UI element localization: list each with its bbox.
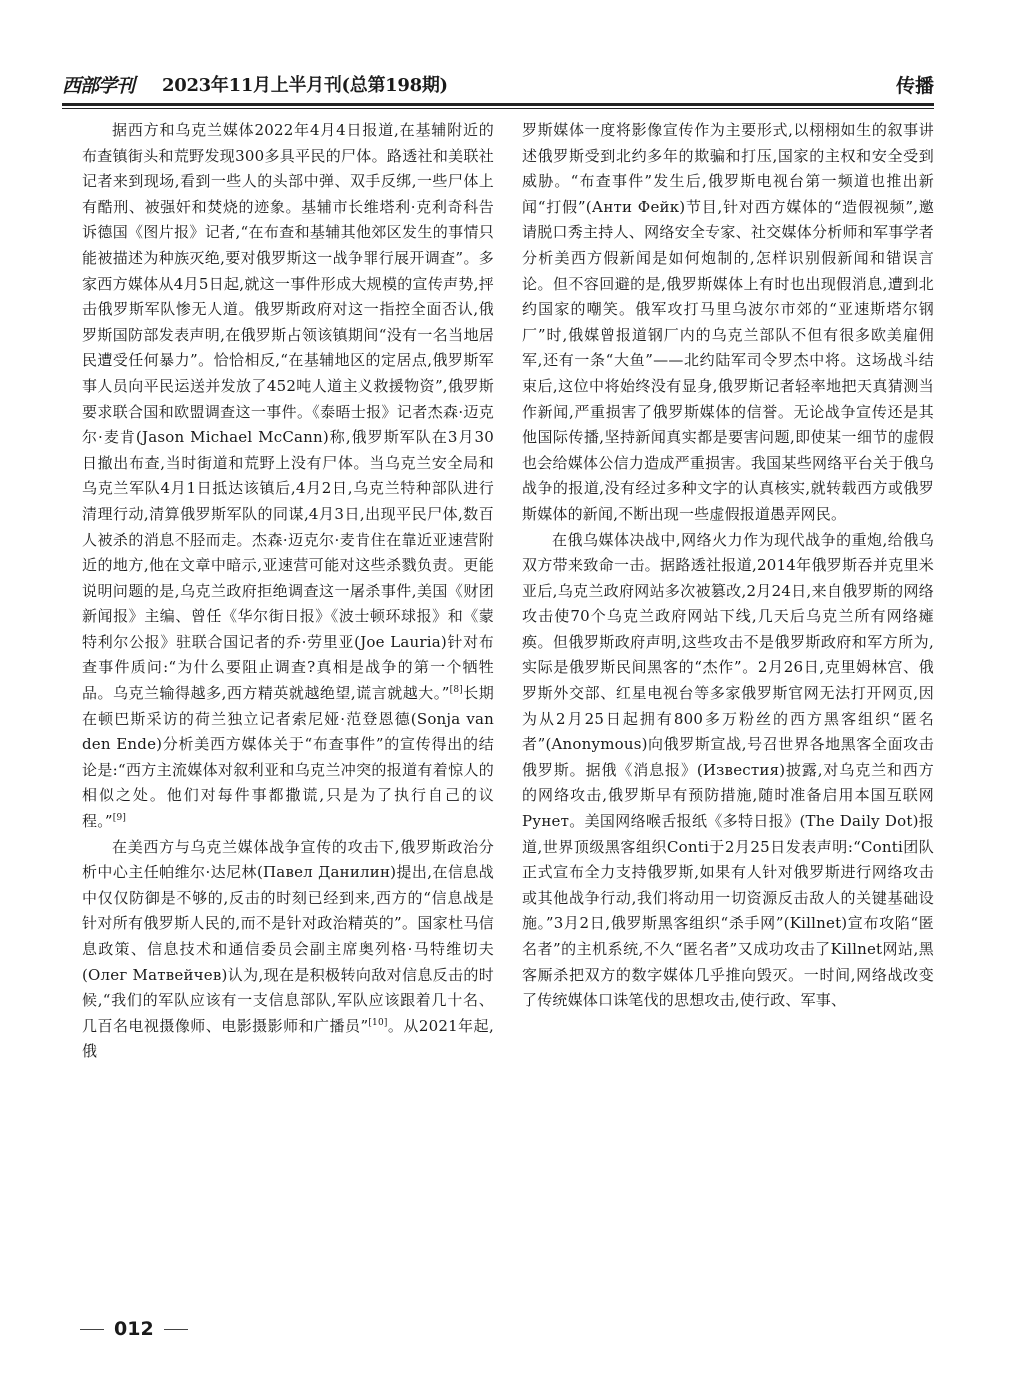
citation: [10] <box>368 1017 388 1028</box>
header-rule-thin <box>62 108 934 109</box>
left-column <box>82 118 494 1328</box>
page-footer <box>80 1316 188 1342</box>
citation: [8] <box>449 685 463 696</box>
citation: [9] <box>112 813 127 824</box>
page-number: 012 <box>114 1318 154 1340</box>
paragraph: 在美西方与乌克兰媒体战争宣传的攻击下,俄罗斯政治分析中心主任帕维尔·达尼林(Павел Данилин)提出,在信息战中仅仅防御是不够的,反击的时刻已经到来,西方的“信息战是针对所有俄罗斯人民的,而不是针对政治精英的”。国家杜马信息政策、信息技术和通信委员会副主席奥列格·马特维切夫(Олег Матвейчев)认为,现在是积极转向敌对信息反击的时候,“我们的军队应该有一支信息部队,军队应该跟着几十名、几百名电视摄像师、电影摄影师和广播员”[10]。从2021年起,俄 <box>82 837 494 1061</box>
header-rule-thick <box>62 103 934 106</box>
issue-info: 2023年11月上半月刊(总第198期) <box>162 75 448 96</box>
footer-dash <box>80 1329 104 1330</box>
right-column <box>522 118 934 1328</box>
journal-logo: 西部学刊 <box>62 75 135 97</box>
paragraph: 据西方和乌克兰媒体2022年4月4日报道,在基辅附近的布查镇街头和荒野发现300多具平民的尸体。路透社和美联社记者来到现场,看到一些人的头部中弹、双手反绑,一些尸体上有酷刑、被强奸和焚烧的迹象。基辅市长维塔利·克利奇科告诉德国《图片报》记者,“在布查和基辅其他郊区发生的事情只能被描述为种族灭绝,要对俄罗斯这一战争罪行展开调查”。多家西方媒体从4月5日起,就这一事件形成大规模的宣传声势,抨击俄罗斯军队惨无人道。俄罗斯政府对这一指控全面否认,俄罗斯国防部发表声明,在俄罗斯占领该镇期间“没有一名当地居民遭受任何暴力”。恰恰相反,“在基辅地区的定居点,俄罗斯军事人员向平民运送并发放了452吨人道主义救援物资”,俄罗斯要求联合国和欧盟调查这一事件。《泰晤士报》记者杰森·迈克尔·麦肯(Jason Michael McCann)称,俄罗斯军队在3月30日撤出布查,当时街道和荒野上没有尸体。当乌克兰安全局和乌克兰军队4月1日抵达该镇后,4月2日,乌克兰特种部队进行清理行动,清算俄罗斯军队的同谋,4月3日,出现平民尸体,数百人被杀的消息不胫而走。杰森·迈克尔·麦肯住在靠近亚速营附近的地方,他在文章中暗示,亚速营可能对这些杀戮负责。更能说明问题的是,乌克兰政府拒绝调查这一屠杀事件,美国《财团新闻报》主编、曾任《华尔街日报》《波士顿环球报》和《蒙特利尔公报》驻联合国记者的乔·劳里亚(Joe Lauria)针对布查事件质问:“为什么要阻止调查?真相是战争的第一个牺牲品。乌克兰输得越多,西方精英就越绝望,谎言就越大。”[8]长期在顿巴斯采访的荷兰独立记者索尼娅·范登恩德(Sonja van den Ende)分析美西方媒体关于“布查事件”的宣传得出的结论是:“西方主流媒体对叙利亚和乌克兰冲突的报道有着惊人的相似之处。他们对每件事都撒谎,只是为了执行自己的议程。”[9] <box>82 121 494 831</box>
paragraph: 罗斯媒体一度将影像宣传作为主要形式,以栩栩如生的叙事讲述俄罗斯受到北约多年的欺骗和打压,国家的主权和安全受到威胁。“布查事件”发生后,俄罗斯电视台第一频道也推出新闻“打假”(Анти Фейк)节目,针对西方媒体的“造假视频”,邀请脱口秀主持人、网络安全专家、社交媒体分析师和军事学者分析美西方假新闻是如何炮制的,怎样识别假新闻和错误言论。但不容回避的是,俄罗斯媒体上有时也出现假消息,遭到北约国家的嘲笑。俄军攻打马里乌波尔市郊的“亚速斯塔尔钢厂”时,俄媒曾报道钢厂内的乌克兰部队不但有很多欧美雇佣军,还有一条“大鱼”——北约陆军司令罗杰中将。这场战斗结束后,这位中将始终没有显身,俄罗斯记者轻率地把天真猜测当作新闻,严重损害了俄罗斯媒体的信誉。无论战争宣传还是其他国际传播,坚持新闻真实都是要害问题,即使某一细节的虚假也会给媒体公信力造成严重损害。我国某些网络平台关于俄乌战争的报道,没有经过多种文字的认真核实,就转载西方或俄罗斯媒体的新闻,不断出现一些虚假报道愚弄网民。 <box>522 121 934 523</box>
running-header <box>62 72 934 100</box>
footer-dash <box>164 1329 188 1330</box>
section-label: 传播 <box>895 75 934 97</box>
paragraph: 在俄乌媒体决战中,网络火力作为现代战争的重炮,给俄乌双方带来致命一击。据路透社报道,2014年俄罗斯吞并克里米亚后,乌克兰政府网站多次被篡改,2月24日,来自俄罗斯的网络攻击使70个乌克兰政府网站下线,几天后乌克兰所有网络瘫痪。但俄罗斯政府声明,这些攻击不是俄罗斯政府和军方所为,实际是俄罗斯民间黑客的“杰作”。2月26日,克里姆林宫、俄罗斯外交部、红星电视台等多家俄罗斯官网无法打开网页,因为从2月25日起拥有800多万粉丝的西方黑客组织“匿名者”(Anonymous)向俄罗斯宣战,号召世界各地黑客全面攻击俄罗斯。据俄《消息报》(Известия)披露,对乌克兰和西方的网络攻击,俄罗斯早有预防措施,随时准备启用本国互联网Рунет。美国网络喉舌报纸《多特日报》(The Daily Dot)报道,世界顶级黑客组织Conti于2月25日发表声明:“Conti团队正式宣布全力支持俄罗斯,如果有人针对俄罗斯进行网络攻击或其他战争行动,我们将动用一切资源反击敌人的关键基础设施。”3月2日,俄罗斯黑客组织“杀手网”(Killnet)宣布攻陷“匿名者”的主机系统,不久“匿名者”又成功攻击了Killnet网站,黑客厮杀把双方的数字媒体几乎推向毁灭。一时间,网络战改变了传统媒体口诛笔伐的思想攻击,使行政、军事、 <box>522 530 934 1010</box>
